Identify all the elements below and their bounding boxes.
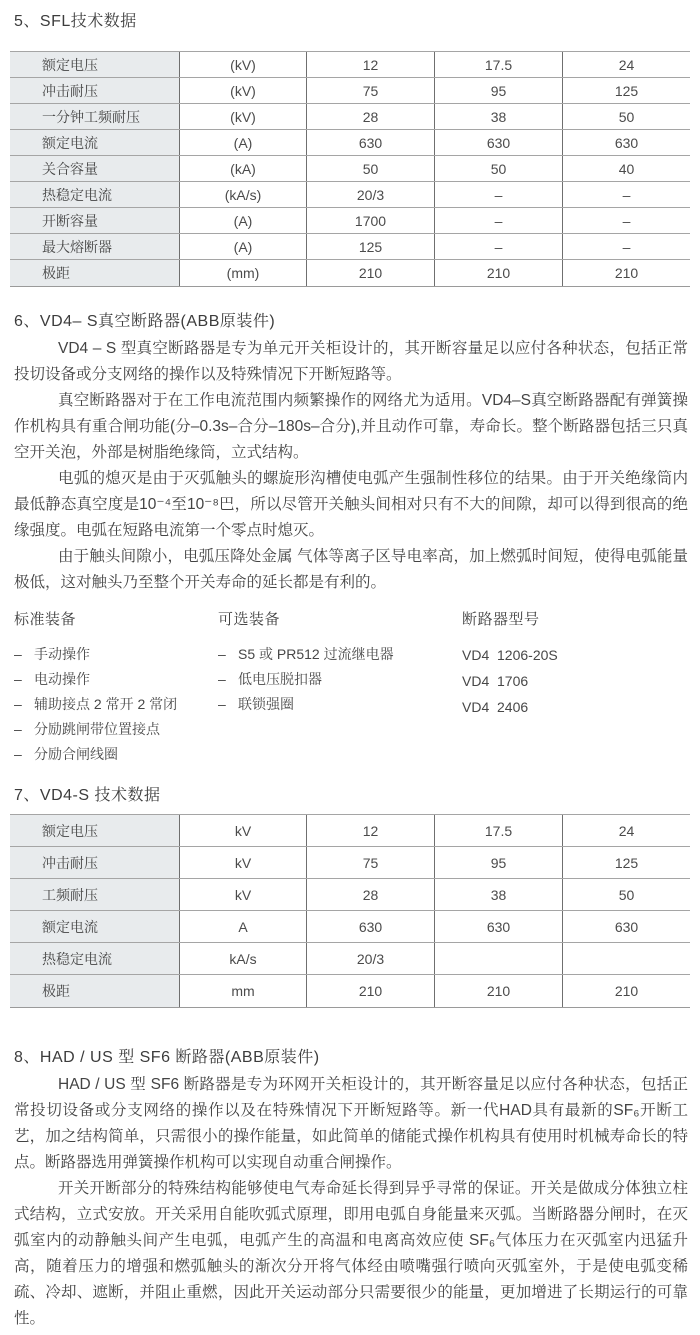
row-label-cell: 关合容量 xyxy=(10,156,180,181)
row-label-cell: 一分钟工频耐压 xyxy=(10,104,180,129)
list-item-label: 联锁强圈 xyxy=(238,696,294,712)
optional-equipment-column xyxy=(218,608,462,767)
row-label-cell: 额定电流 xyxy=(10,130,180,155)
dash-bullet: – xyxy=(14,746,22,762)
value-cell: – xyxy=(622,238,631,255)
row-unit-cell: kV xyxy=(180,879,307,910)
table-row xyxy=(10,52,690,78)
paragraph: VD4 – S 型真空断路器是专为单元开关柜设计的，其开断容量足以应付各种状态，包括正常投切设备或分支网络的操作以及特殊情况下开断短路等。 xyxy=(14,340,688,383)
list-item-label: 分励跳闸带位置接点 xyxy=(34,721,160,737)
value-cell: 20/3 xyxy=(307,182,435,207)
list-item-label: 分励合闸线圈 xyxy=(34,746,118,762)
breaker-models-column xyxy=(462,608,682,767)
value-cell: 12 xyxy=(307,815,435,846)
value-cell: 75 xyxy=(307,78,435,103)
standard-equipment-title: 标准装备 xyxy=(14,611,77,628)
value-cell: 1700 xyxy=(307,208,435,233)
table-row xyxy=(10,78,690,104)
value-cell: 95 xyxy=(435,78,563,103)
value-cell: 24 xyxy=(618,56,635,73)
table-row xyxy=(10,234,690,260)
list-item xyxy=(14,742,218,767)
model-number: VD4 1706 xyxy=(462,673,529,689)
dash-bullet: – xyxy=(218,646,226,662)
value-cell: 210 xyxy=(307,975,435,1007)
value-cell: 50 xyxy=(618,886,635,903)
row-unit-cell: (A) xyxy=(180,208,307,233)
list-item xyxy=(14,717,218,742)
value-cell: 95 xyxy=(435,847,563,878)
value-cell xyxy=(435,943,563,974)
value-cell: 210 xyxy=(435,260,563,286)
value-cell: 630 xyxy=(307,911,435,942)
row-label-cell: 工频耐压 xyxy=(10,879,180,910)
row-unit-cell: (kV) xyxy=(180,52,307,77)
optional-equipment-title: 可选装备 xyxy=(218,611,281,628)
table-row xyxy=(10,911,690,943)
table-row xyxy=(10,975,690,1007)
value-cell: 40 xyxy=(618,160,635,177)
table-row xyxy=(10,182,690,208)
value-cell: 24 xyxy=(618,822,635,839)
row-label-cell: 极距 xyxy=(10,260,180,286)
value-cell: 17.5 xyxy=(435,815,563,846)
dash-bullet: – xyxy=(14,721,22,737)
row-label-cell: 极距 xyxy=(10,975,180,1007)
section8-paragraphs xyxy=(0,1072,700,1332)
value-cell: 125 xyxy=(614,854,639,871)
section8-heading: 8、HAD / US 型 SF6 断路器(ABB原装件) xyxy=(14,1049,320,1066)
value-cell: 125 xyxy=(307,234,435,259)
row-label-cell: 额定电流 xyxy=(10,911,180,942)
row-unit-cell: kA/s xyxy=(180,943,307,974)
value-cell: – xyxy=(435,182,563,207)
list-item-label: S5 或 PR512 过流继电器 xyxy=(238,646,394,662)
paragraph: 电弧的熄灭是由于灭弧触头的螺旋形沟槽使电弧产生强制性移位的结果。由于开关绝缘筒内最低静态真空度是10⁻⁴至10⁻⁸巴，所以尽管开关触头间相对只有不大的间隙，却可以得到很高的绝缘强度。电弧在短路电流第一个零点时熄灭。 xyxy=(14,470,688,539)
row-label-cell: 开断容量 xyxy=(10,208,180,233)
row-unit-cell: (A) xyxy=(180,234,307,259)
list-item-label: 辅助接点 2 常开 2 常闭 xyxy=(34,696,178,712)
value-cell: 125 xyxy=(614,82,639,99)
breaker-models-title: 断路器型号 xyxy=(462,611,540,628)
value-cell: 630 xyxy=(435,911,563,942)
table-row xyxy=(10,847,690,879)
section6-heading: 6、VD4– S真空断路器(ABB原装件) xyxy=(14,313,276,330)
dash-bullet: – xyxy=(218,696,226,712)
value-cell: 28 xyxy=(307,879,435,910)
value-cell: 210 xyxy=(307,260,435,286)
row-unit-cell: (A) xyxy=(180,130,307,155)
row-unit-cell: kV xyxy=(180,847,307,878)
value-cell: 38 xyxy=(435,879,563,910)
equipment-columns xyxy=(0,608,700,767)
row-label-cell: 最大熔断器 xyxy=(10,234,180,259)
list-item xyxy=(218,667,462,692)
row-unit-cell: (mm) xyxy=(180,260,307,286)
sfl-tech-data-table xyxy=(10,51,690,287)
section7-heading: 7、VD4-S 技术数据 xyxy=(14,787,161,804)
list-item-label: 低电压脱扣器 xyxy=(238,671,322,687)
list-item xyxy=(218,642,462,667)
value-cell: – xyxy=(435,234,563,259)
list-item xyxy=(218,692,462,717)
list-item-label: 电动操作 xyxy=(34,671,90,687)
value-cell: 630 xyxy=(307,130,435,155)
value-cell: 12 xyxy=(307,52,435,77)
value-cell: 28 xyxy=(307,104,435,129)
row-label-cell: 冲击耐压 xyxy=(10,78,180,103)
value-cell: 630 xyxy=(614,134,639,151)
table-row xyxy=(10,104,690,130)
model-number: VD4 1206-20S xyxy=(462,647,558,663)
dash-bullet: – xyxy=(14,671,22,687)
table-row xyxy=(10,943,690,975)
value-cell: 210 xyxy=(614,265,639,281)
list-item-label: 手动操作 xyxy=(34,646,90,662)
value-cell: – xyxy=(622,212,631,229)
value-cell: – xyxy=(435,208,563,233)
paragraph: 真空断路器对于在工作电流范围内频繁操作的网络尤为适用。VD4–S真空断路器配有弹簧操作机构具有重合闸功能(分–0.3s–合分–180s–合分),并且动作可靠，寿命长。整个断路器包括三只真空开关泡，外部是树脂绝缘筒，立式结构。 xyxy=(14,392,688,461)
value-cell: 75 xyxy=(307,847,435,878)
value-cell: 50 xyxy=(618,108,635,125)
row-unit-cell: A xyxy=(180,911,307,942)
paragraph: 由于触头间隙小，电弧压降处金属 气体等离子区导电率高，加上燃弧时间短，使得电弧能量极低，这对触头乃至整个开关寿命的延长都是有利的。 xyxy=(14,548,688,591)
value-cell: 20/3 xyxy=(307,943,435,974)
dash-bullet: – xyxy=(14,646,22,662)
list-item xyxy=(14,692,218,717)
paragraph: 开关开断部分的特殊结构能够使电气寿命延长得到异乎寻常的保证。开关是做成分体独立柱式结构，立式安放。开关采用自能吹弧式原理，即用电弧自身能量来灭弧。当断路器分闸时，在灭弧室内的动静触头间产生电弧，电弧产生的高温和电离高效应使 SF₆气体压力在灭弧室内迅猛升高，随着压力的增强和燃弧触头的渐次分开将气体经由喷嘴强行喷向灭弧室外，于是使电弧变稀疏、冷却、遮断，并阻止重燃，因此开关运动部分只需要很少的能量，更加增进了长期运行的可靠性。 xyxy=(14,1180,688,1327)
section6-paragraphs xyxy=(0,336,700,596)
value-cell: 210 xyxy=(435,975,563,1007)
paragraph: HAD / US 型 SF6 断路器是专为环网开关柜设计的，其开断容量足以应付各种状态，包括正常投切设备或分支网络的操作以及在特殊情况下开断短路等。新一代HAD具有最新的SF₆开断工艺，加之结构简单，只需很小的操作能量，如此简单的储能式操作机构具有使用时机械寿命长的特点。断路器选用弹簧操作机构可以实现自动重合闸操作。 xyxy=(14,1076,688,1171)
dash-bullet: – xyxy=(218,671,226,687)
value-cell: 630 xyxy=(435,130,563,155)
row-label-cell: 额定电压 xyxy=(10,52,180,77)
table-row xyxy=(10,815,690,847)
list-item xyxy=(14,642,218,667)
row-unit-cell: (kA) xyxy=(180,156,307,181)
value-cell xyxy=(563,943,690,974)
vd4s-tech-data-table xyxy=(10,814,690,1008)
value-cell: 50 xyxy=(435,156,563,181)
row-label-cell: 热稳定电流 xyxy=(10,943,180,974)
value-cell: 630 xyxy=(614,918,639,935)
value-cell: – xyxy=(622,186,631,203)
row-label-cell: 冲击耐压 xyxy=(10,847,180,878)
value-cell: 17.5 xyxy=(435,52,563,77)
value-cell: 38 xyxy=(435,104,563,129)
row-unit-cell: kV xyxy=(180,815,307,846)
row-label-cell: 热稳定电流 xyxy=(10,182,180,207)
table-row xyxy=(10,156,690,182)
row-unit-cell: mm xyxy=(180,975,307,1007)
dash-bullet: – xyxy=(14,696,22,712)
section5-heading: 5、SFL技术数据 xyxy=(14,13,137,30)
row-unit-cell: (kA/s) xyxy=(180,182,307,207)
value-cell: 50 xyxy=(307,156,435,181)
standard-equipment-column xyxy=(14,608,218,767)
row-unit-cell: (kV) xyxy=(180,104,307,129)
table-row xyxy=(10,260,690,286)
table-row xyxy=(10,208,690,234)
table-row xyxy=(10,130,690,156)
row-label-cell: 额定电压 xyxy=(10,815,180,846)
value-cell: 210 xyxy=(614,983,639,999)
table-row xyxy=(10,879,690,911)
model-number: VD4 2406 xyxy=(462,699,529,715)
list-item xyxy=(14,667,218,692)
row-unit-cell: (kV) xyxy=(180,78,307,103)
